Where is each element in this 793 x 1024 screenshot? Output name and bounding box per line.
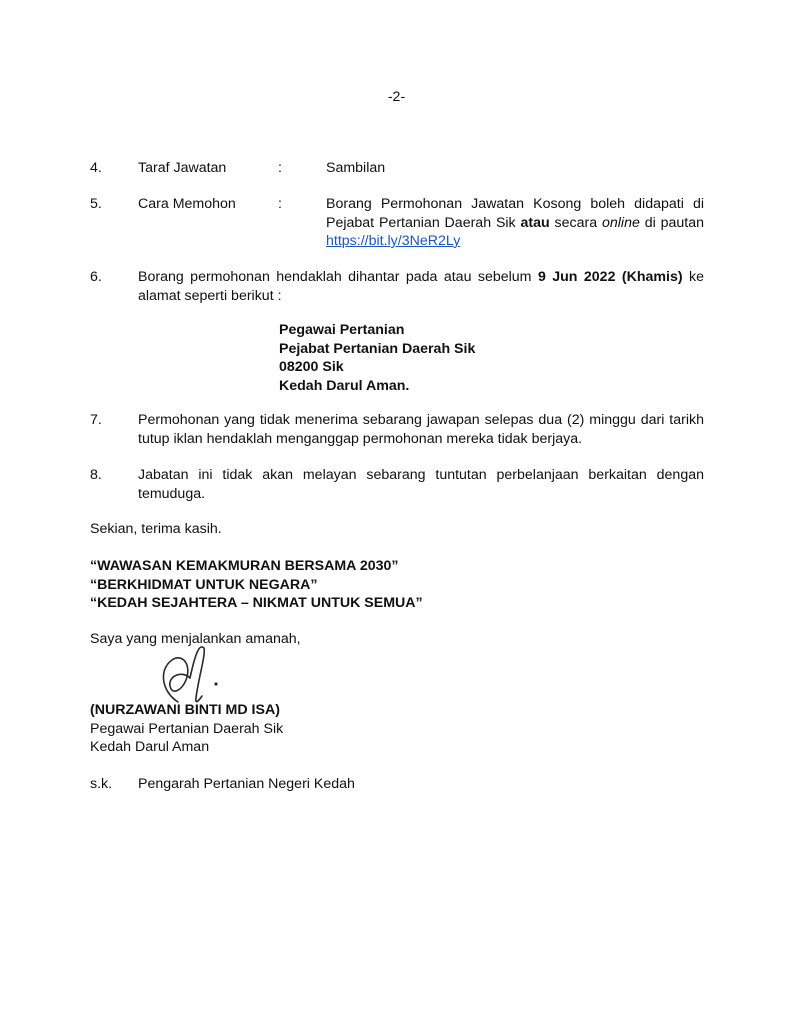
item-number: 6.	[90, 269, 102, 285]
signatory-location: Kedah Darul Aman	[90, 739, 210, 755]
signatory-name: (NURZAWANI BINTI MD ISA)	[90, 702, 280, 718]
item-value: Sambilan	[326, 160, 386, 176]
signatory-title: Pegawai Pertanian Daerah Sik	[90, 720, 284, 737]
deadline-date: 9 Jun 2022 (Khamis)	[537, 269, 683, 285]
closing-text: Sekian, terima kasih.	[90, 521, 222, 537]
item-colon: :	[278, 196, 282, 212]
item-number: 7.	[90, 412, 102, 428]
item-text: Jabatan ini tidak akan melayan sebarang tuntutan perbelanjaan berkaitan dengan temuduga.	[138, 467, 704, 502]
slogans	[90, 557, 423, 613]
address-line: Kedah Darul Aman.	[279, 377, 410, 394]
cc-value: Pengarah Pertanian Negeri Kedah	[138, 776, 355, 792]
item-label: Taraf Jawatan	[138, 160, 227, 176]
slogan-line: “KEDAH SEJAHTERA – NIKMAT UNTUK SEMUA”	[90, 595, 423, 611]
item-number: 8.	[90, 467, 102, 483]
item-text-part: Borang permohonan hendaklah dihantar pada atau sebelum	[138, 269, 538, 285]
page-number: -2-	[387, 89, 406, 105]
signature-icon	[148, 640, 238, 710]
address-block	[279, 321, 475, 395]
item-colon: :	[278, 160, 282, 176]
value-text: Borang Permohonan Jawatan Kosong boleh didapati di Pejabat Pertanian Daerah Sik	[326, 196, 704, 231]
item-number: 5.	[90, 196, 102, 212]
value-text: secara	[549, 214, 602, 231]
slogan-line: “WAWASAN KEMAKMURAN BERSAMA 2030”	[90, 558, 399, 574]
address-line: Pegawai Pertanian	[279, 322, 405, 338]
item-number: 4.	[90, 160, 102, 176]
slogan-line: “BERKHIDMAT UNTUK NEGARA”	[90, 576, 318, 593]
application-link[interactable]: https://bit.ly/3NeR2Ly	[326, 233, 461, 249]
item-label: Cara Memohon	[138, 196, 236, 212]
cc-label: s.k.	[90, 776, 113, 792]
value-bold-text: atau	[520, 214, 550, 231]
item-text-part: ke alamat seperti berikut :	[138, 269, 705, 304]
address-line: Pejabat Pertanian Daerah Sik	[279, 340, 476, 357]
value-text: di pautan	[639, 214, 705, 231]
signatory-block	[90, 701, 283, 757]
sign-off-text: Saya yang menjalankan amanah,	[90, 631, 301, 647]
value-italic-text: online	[601, 214, 640, 231]
item-text	[138, 268, 704, 305]
item-text: Permohonan yang tidak menerima sebarang jawapan selepas dua (2) minggu dari tarikh tutup iklan hendaklah menganggap permohonan mereka tidak berjaya.	[138, 412, 704, 447]
item-value	[326, 195, 704, 251]
address-line: 08200 Sik	[279, 359, 344, 375]
